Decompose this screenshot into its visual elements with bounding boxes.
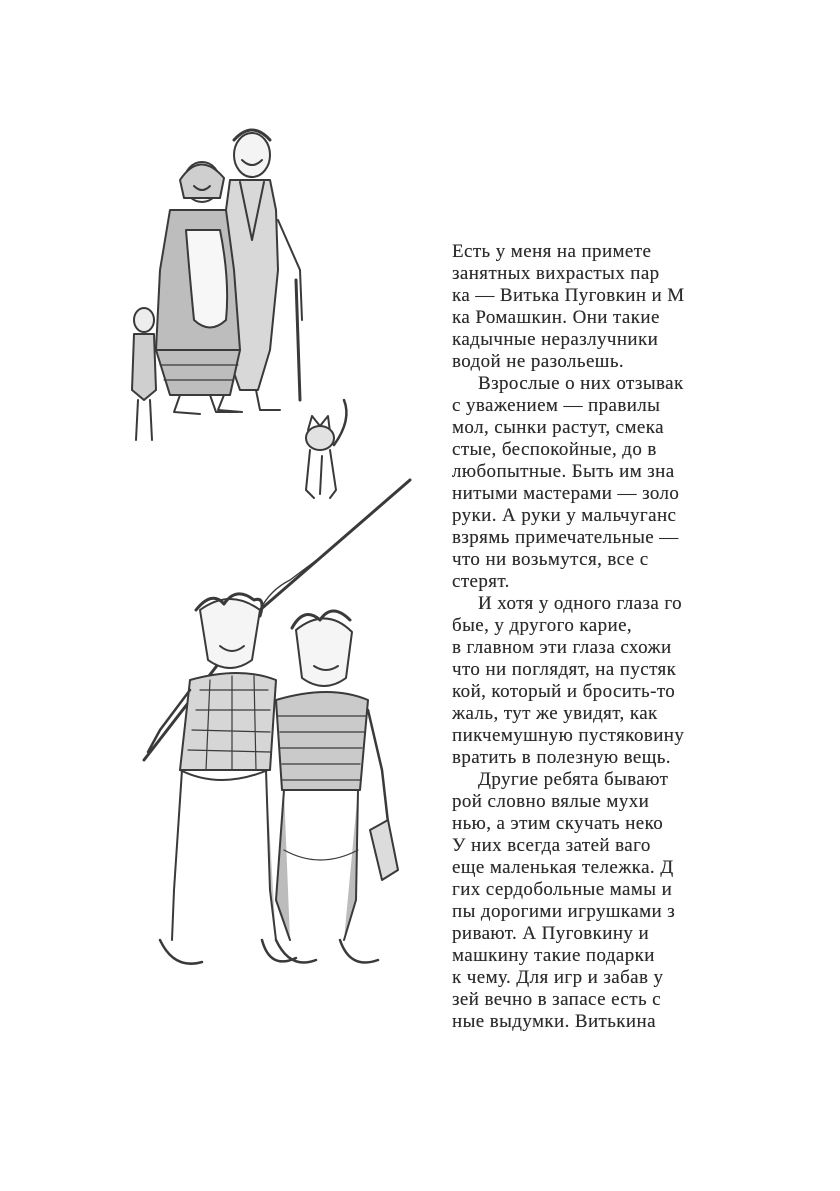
text-line: жаль, тут же увидят, как: [452, 703, 658, 724]
text-line: И хотя у одного глаза го: [478, 593, 682, 614]
text-line: в главном эти глаза схожи: [452, 637, 672, 658]
text-line: любопытные. Быть им зна: [452, 461, 675, 482]
text-line: машкину такие подарки: [452, 945, 655, 966]
text-line: мол, сынки растут, смека: [452, 417, 664, 438]
illustration-two-boys-fishing-rod: [120, 470, 440, 1025]
text-line: к чему. Для игр и забав у: [452, 967, 664, 988]
text-line: Есть у меня на примете: [452, 241, 652, 262]
text-line: кадычные неразлучники: [452, 329, 659, 350]
text-line: бые, у другого карие,: [452, 615, 633, 636]
text-line: водой не разольешь.: [452, 351, 625, 372]
text-line: рой словно вялые мухи: [452, 791, 650, 812]
text-line: ка — Витька Пуговкин и М: [452, 285, 685, 306]
text-line: с уважением — правилы: [452, 395, 661, 416]
boy-vitka-figure: [148, 594, 296, 964]
text-line: кой, который и бросить-то: [452, 681, 676, 702]
text-line: пы дорогими игрушками з: [452, 901, 676, 922]
text-line: зей вечно в запасе есть с: [452, 989, 661, 1010]
text-line: взрямь примечательные —: [452, 527, 679, 548]
text-line: ные выдумки. Витькина: [452, 1011, 656, 1032]
text-line: руки. А руки у мальчуганс: [452, 505, 677, 526]
text-line: стерят.: [452, 571, 510, 592]
illustration-grandparents-cat: [130, 120, 380, 515]
text-line: еще маленькая тележка. Д: [452, 857, 674, 878]
text-line: Взрослые о них отзывак: [478, 373, 684, 394]
text-line: гих сердобольные мамы и: [452, 879, 673, 900]
text-line: что ни возьмутся, все с: [452, 549, 649, 570]
text-line: вратить в полезную вещь.: [452, 747, 671, 768]
text-line: что ни поглядят, на пустяк: [452, 659, 677, 680]
text-line: нитыми мастерами — золо: [452, 483, 680, 504]
boy-ramashkin-figure: [276, 611, 398, 963]
text-line: У них всегда затей ваго: [452, 835, 651, 856]
text-line: ривают. А Пуговкину и: [452, 923, 650, 944]
text-line: занятных вихрастых пар: [452, 263, 660, 284]
text-line: ка Ромашкин. Они такие: [452, 307, 660, 328]
text-line: стые, беспокойные, до в: [452, 439, 657, 460]
text-column: [452, 240, 732, 1040]
text-line: нью, а этим скучать неко: [452, 813, 664, 834]
text-line: Другие ребята бывают: [478, 769, 669, 790]
child-figure: [132, 308, 156, 440]
text-line: пикчемушную пустяковину: [452, 725, 685, 746]
